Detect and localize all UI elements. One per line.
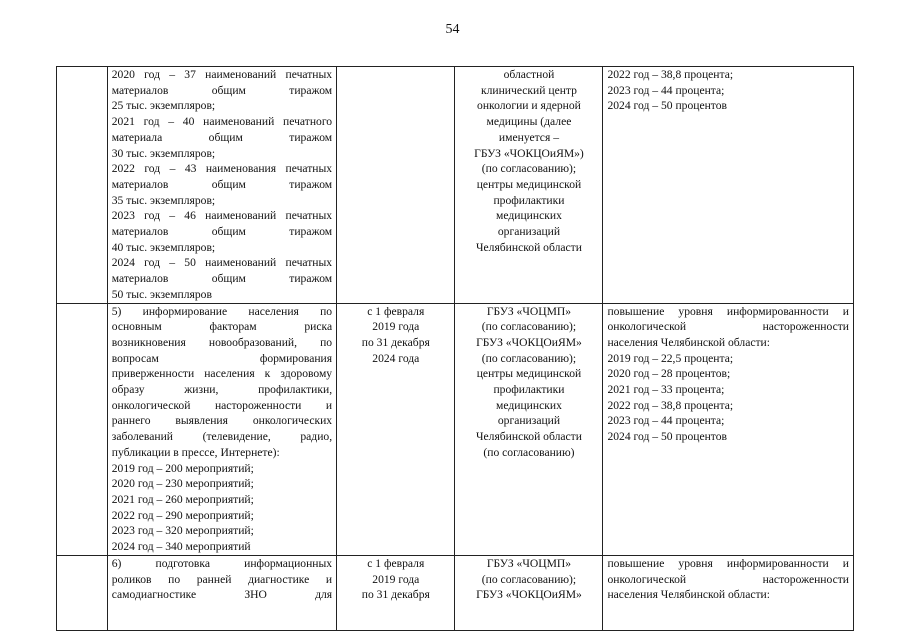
result-cell: [603, 555, 854, 630]
executor-cell-line: ГБУЗ «ЧОЦМП»: [486, 304, 572, 318]
table-row: [57, 555, 854, 630]
executor-cell-line: медицинских: [496, 398, 562, 412]
result-cell-line: 2022 год – 38,8 процента;: [607, 68, 734, 81]
result-cell: [603, 303, 854, 555]
executor-cell-line: медицины (далее: [486, 115, 572, 129]
table-row: [57, 303, 854, 555]
measures-table: [56, 66, 854, 631]
executor-cell-line: ГБУЗ «ЧОКЦОиЯМ»: [476, 588, 582, 602]
result-cell-line: онкологической настороженности: [607, 572, 849, 586]
result-cell-line: населения Челябинской области:: [607, 588, 770, 602]
activity-cell-line: 2020 год – 230 мероприятий;: [111, 477, 254, 491]
activity-cell-line: 2022 год – 43 наименования печатных: [111, 162, 333, 176]
term-cell: [337, 67, 455, 304]
term-cell: [337, 555, 455, 630]
term-cell-line: по 31 декабря: [361, 588, 430, 602]
executor-cell-line: центры медицинской: [476, 177, 582, 191]
executor-cell: [455, 67, 603, 304]
executor-cell-line: ГБУЗ «ЧОКЦОиЯМ»): [474, 146, 584, 160]
executor-cell-line: (по согласованию);: [481, 162, 577, 176]
executor-cell-line: клинический центр: [480, 83, 577, 97]
result-cell-line: повышение уровня информированности и: [607, 304, 849, 318]
table-row: [57, 67, 854, 304]
activity-cell-line: 40 тыс. экземпляров;: [111, 240, 216, 254]
activity-cell-line: роликов по ранней диагностике и: [111, 572, 333, 586]
result-cell-line: 2019 год – 22,5 процента;: [607, 351, 734, 365]
activity-cell-line: материалов общим тиражом: [111, 225, 333, 239]
term-cell: [337, 303, 455, 555]
number-cell: [57, 303, 108, 555]
executor-cell-line: именуется –: [498, 130, 559, 144]
result-cell-line: повышение уровня информированности и: [607, 556, 849, 570]
executor-cell-line: Челябинской области: [475, 430, 582, 444]
activity-cell-line: основным факторам риска: [111, 320, 333, 334]
term-cell-line: 2024 года: [372, 351, 420, 365]
term-cell-line: 2019 года: [372, 320, 420, 334]
activity-cell-line: заболеваний (телевидение, радио,: [111, 430, 333, 444]
activity-cell-line: возникновения новообразований, по: [111, 335, 333, 349]
result-cell-line: 2020 год – 28 процентов;: [607, 367, 731, 381]
activity-cell: [107, 67, 336, 304]
result-cell-line: 2022 год – 38,8 процента;: [607, 398, 734, 412]
activity-cell-line: 50 тыс. экземпляров: [111, 287, 212, 301]
result-cell-line: онкологической настороженности: [607, 320, 849, 334]
activity-cell-line: самодиагностике ЗНО для: [111, 588, 333, 602]
activity-cell-line: материалов общим тиражом: [111, 177, 333, 191]
activity-cell-line: 2021 год – 40 наименований печатного: [111, 115, 333, 129]
executor-cell-line: центры медицинской: [476, 367, 582, 381]
activity-cell-line: материалов общим тиражом: [111, 83, 333, 97]
activity-cell-line: 2024 год – 340 мероприятий: [111, 540, 251, 554]
activity-cell-line: 2024 год – 50 наименований печатных: [111, 256, 333, 270]
executor-cell: [455, 555, 603, 630]
activity-cell-line: вопросам формирования: [111, 351, 333, 365]
activity-cell: [107, 555, 336, 630]
activity-cell-line: 2022 год – 290 мероприятий;: [111, 508, 254, 522]
term-cell-line: 2019 года: [372, 572, 420, 586]
executor-cell-line: (по согласованию);: [481, 351, 577, 365]
activity-cell-line: материалов общим тиражом: [111, 272, 333, 286]
result-cell: [603, 67, 854, 304]
executor-cell-line: ГБУЗ «ЧОКЦОиЯМ»: [476, 335, 582, 349]
page-number: 54: [445, 22, 460, 37]
executor-cell-line: онкологии и ядерной: [477, 99, 581, 113]
activity-cell-line: приверженности населения к здоровому: [111, 367, 333, 381]
executor-cell-line: организаций: [497, 225, 561, 239]
number-cell: [57, 555, 108, 630]
activity-cell-line: материала общим тиражом: [111, 130, 333, 144]
result-cell-line: 2023 год – 44 процента;: [607, 414, 725, 428]
executor-cell-line: медицинских: [496, 209, 562, 223]
executor-cell-line: профилактики: [493, 193, 565, 207]
activity-cell-line: 5) информирование населения по: [111, 304, 333, 318]
activity-cell-line: 2023 год – 46 наименований печатных: [111, 209, 333, 223]
activity-cell-line: 2023 год – 320 мероприятий;: [111, 524, 254, 538]
activity-cell: [107, 303, 336, 555]
activity-cell-line: 2019 год – 200 мероприятий;: [111, 461, 254, 475]
activity-cell-line: раннего выявления онкологических: [111, 414, 333, 428]
activity-cell-line: онкологической настороженности и: [111, 398, 333, 412]
activity-cell-line: 6) подготовка информационных: [111, 556, 333, 570]
result-cell-line: населения Челябинской области:: [607, 335, 770, 349]
executor-cell-line: (по согласованию): [483, 445, 575, 459]
executor-cell-line: организаций: [497, 414, 561, 428]
activity-cell-line: 2021 год – 260 мероприятий;: [111, 492, 254, 506]
term-cell-line: с 1 февраля: [367, 556, 425, 570]
executor-cell-line: (по согласованию);: [481, 572, 577, 586]
executor-cell-line: ГБУЗ «ЧОЦМП»: [486, 556, 572, 570]
executor-cell: [455, 303, 603, 555]
result-cell-line: 2024 год – 50 процентов: [607, 99, 727, 113]
number-cell: [57, 67, 108, 304]
activity-cell-line: 25 тыс. экземпляров;: [111, 99, 216, 113]
result-cell-line: 2024 год – 50 процентов: [607, 430, 727, 444]
term-cell-line: по 31 декабря: [361, 335, 430, 349]
executor-cell-line: областной: [503, 68, 555, 81]
result-cell-line: 2021 год – 33 процента;: [607, 383, 725, 397]
activity-cell-line: 30 тыс. экземпляров;: [111, 146, 216, 160]
activity-cell-line: 35 тыс. экземпляров;: [111, 193, 216, 207]
activity-cell-line: 2020 год – 37 наименований печатных: [111, 68, 333, 81]
activity-cell-line: образу жизни, профилактики,: [111, 383, 333, 397]
executor-cell-line: профилактики: [493, 383, 565, 397]
result-cell-line: 2023 год – 44 процента;: [607, 83, 725, 97]
executor-cell-line: Челябинской области: [475, 240, 582, 254]
executor-cell-line: (по согласованию);: [481, 320, 577, 334]
activity-cell-line: публикации в прессе, Интернете):: [111, 445, 280, 459]
term-cell-line: с 1 февраля: [367, 304, 425, 318]
